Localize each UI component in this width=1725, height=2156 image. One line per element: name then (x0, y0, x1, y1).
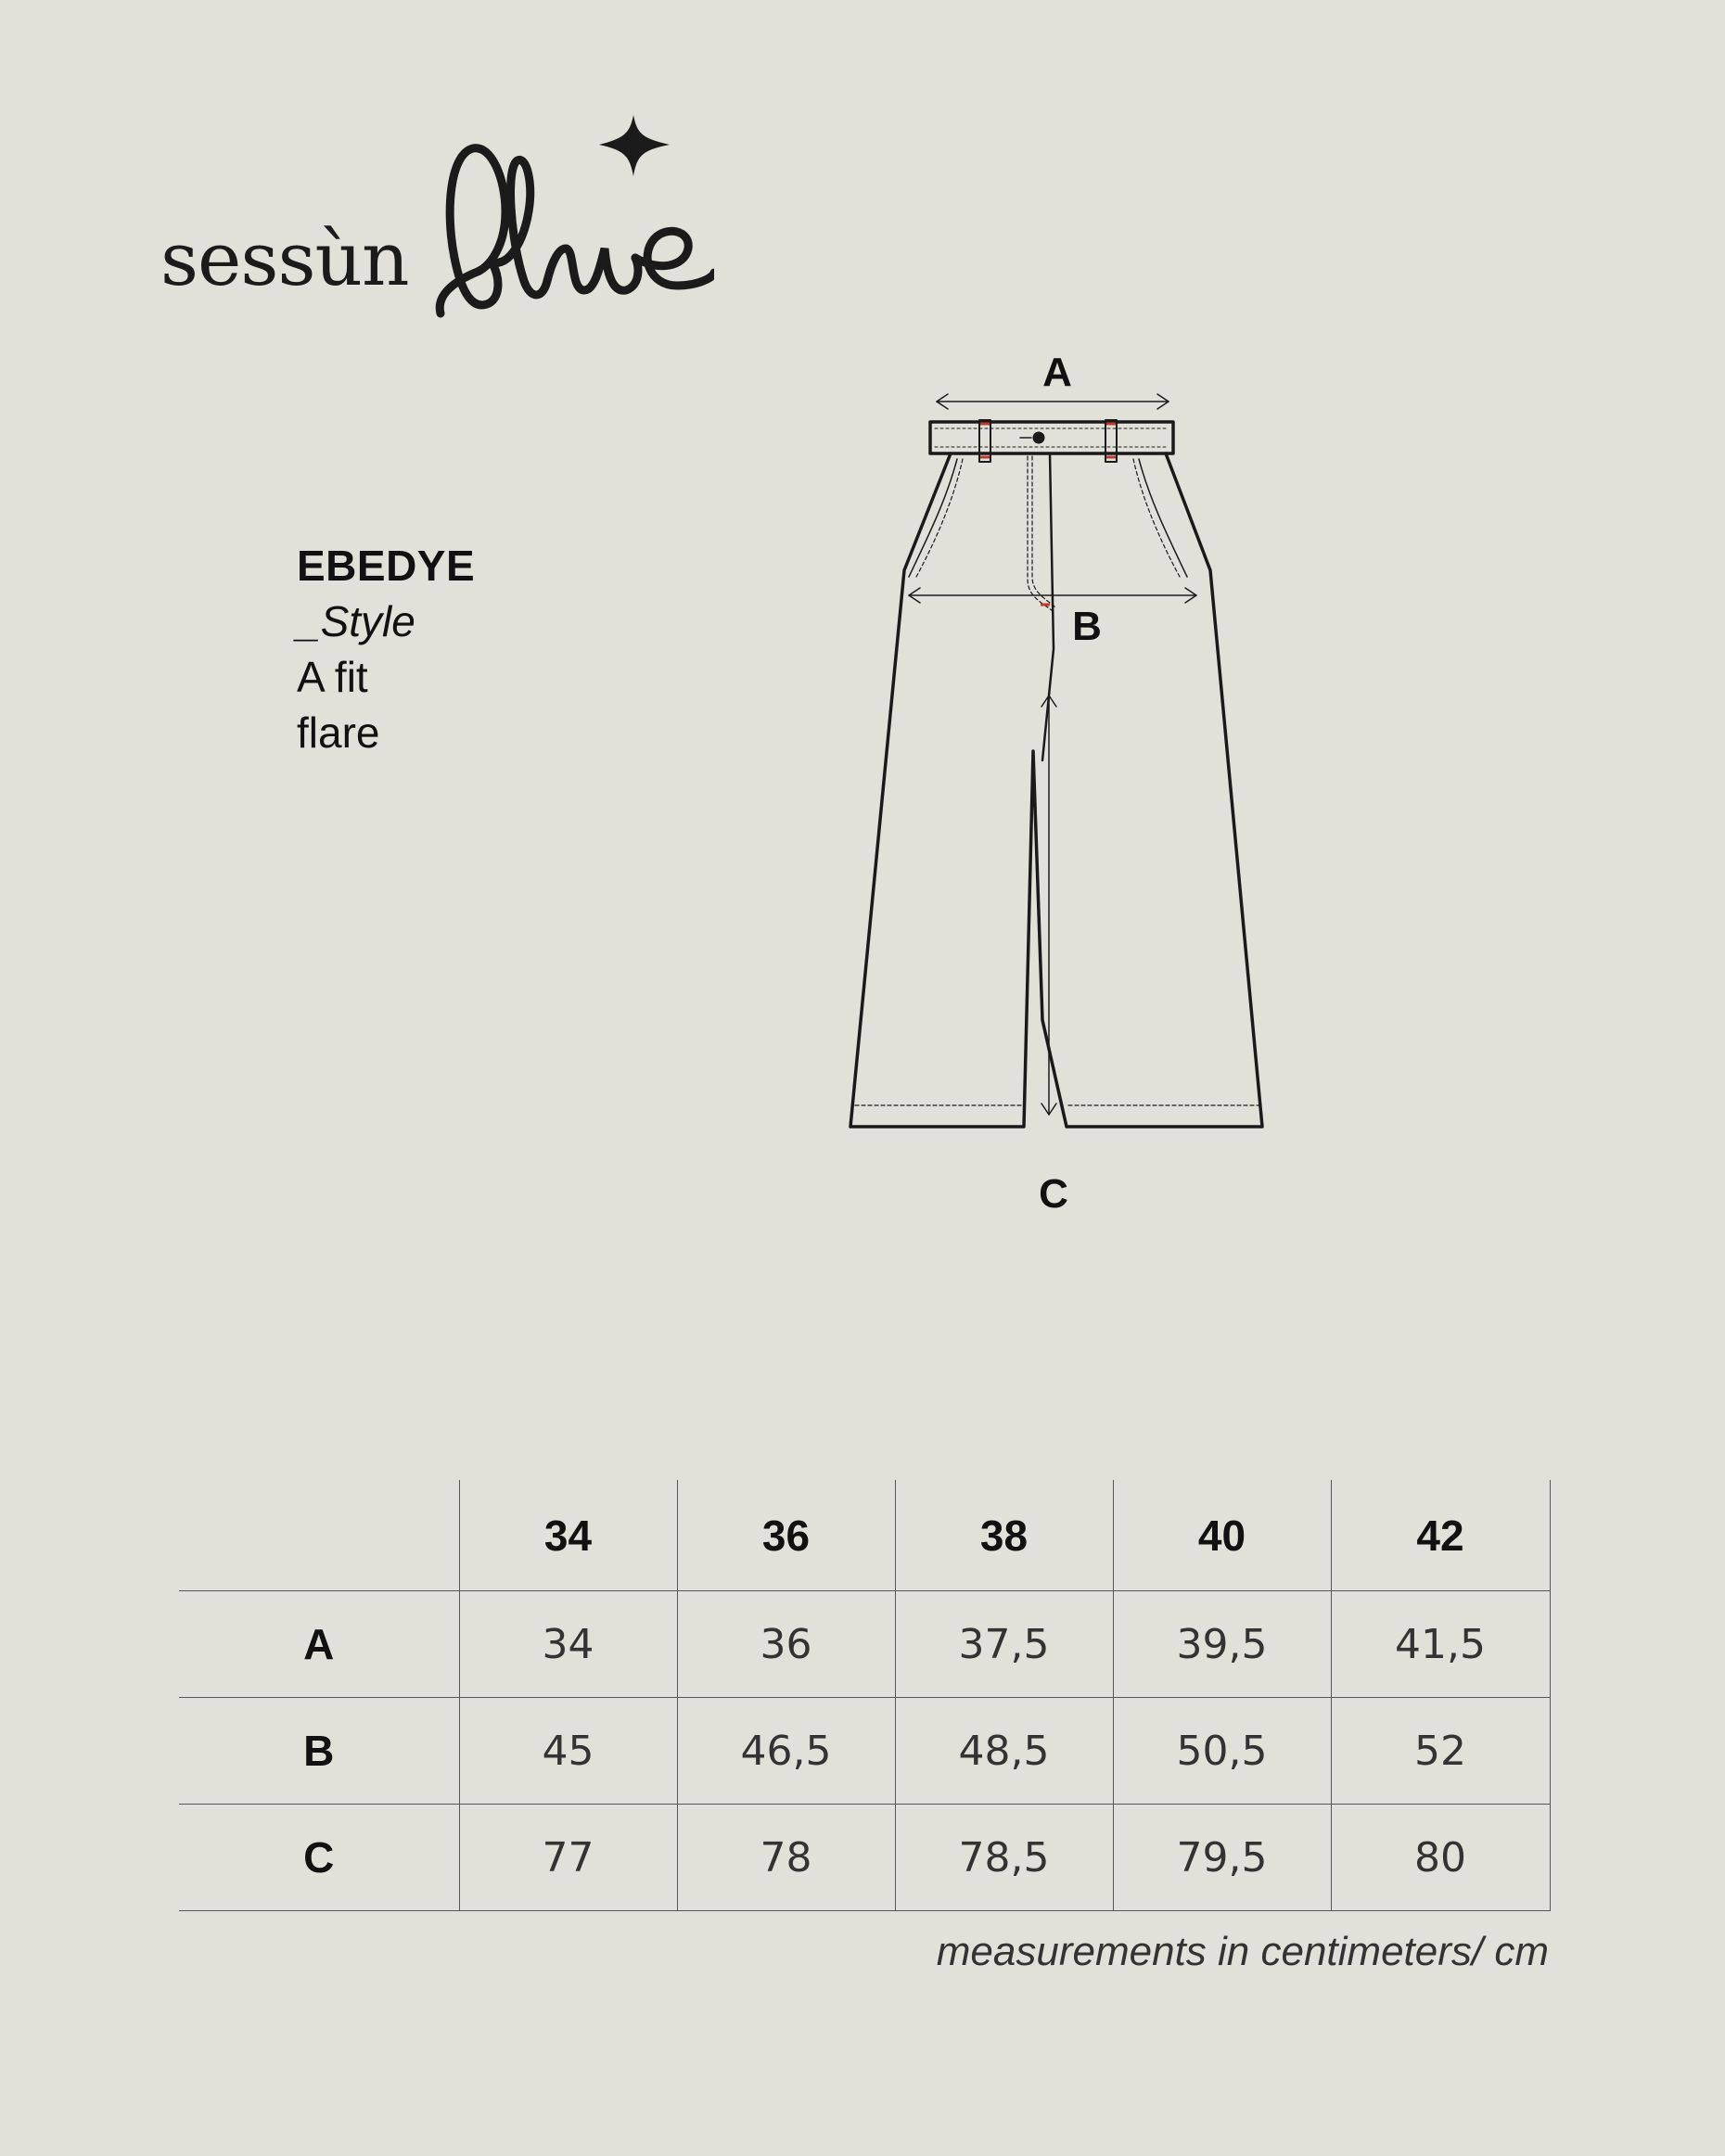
table-cell: 39,5 (1113, 1591, 1331, 1698)
cut-label: flare (297, 708, 380, 757)
size-header-34: 34 (459, 1480, 677, 1591)
brand-logo (158, 109, 714, 332)
table-cell: 36 (677, 1591, 895, 1698)
measurement-note: measurements in centimeters/ cm (936, 1929, 1549, 1974)
measure-a-arrow (937, 394, 1169, 409)
style-label: _Style (297, 597, 415, 645)
table-cell: 80 (1331, 1805, 1550, 1911)
table-cell: 52 (1331, 1698, 1550, 1805)
table-cell: 78 (677, 1805, 895, 1911)
table-cell: 41,5 (1331, 1591, 1550, 1698)
belt-loop-left (979, 420, 990, 462)
size-header-40: 40 (1113, 1480, 1331, 1591)
waist-button (1033, 432, 1044, 443)
trouser-outline (850, 453, 1262, 1127)
size-header-42: 42 (1331, 1480, 1550, 1591)
row-label: A (179, 1591, 459, 1698)
diagram-label-b: B (1072, 604, 1102, 649)
trouser-diagram (798, 334, 1298, 1243)
row-label: B (179, 1698, 459, 1805)
product-info (297, 538, 475, 760)
table-cell: 77 (459, 1805, 677, 1911)
fit-label: A fit (297, 653, 368, 701)
table-cell: 34 (459, 1591, 677, 1698)
table-cell: 45 (459, 1698, 677, 1805)
table-cell: 37,5 (895, 1591, 1113, 1698)
row-label: C (179, 1805, 459, 1911)
table-cell: 50,5 (1113, 1698, 1331, 1805)
table-cell: 79,5 (1113, 1805, 1331, 1911)
product-name: EBEDYE (297, 542, 476, 590)
size-header-38: 38 (895, 1480, 1113, 1591)
waistband (930, 422, 1173, 453)
size-table (179, 1480, 1551, 1911)
belt-loop-right (1105, 420, 1117, 462)
table-cell: 78,5 (895, 1805, 1113, 1911)
table-cell: 48,5 (895, 1698, 1113, 1805)
table-cell: 46,5 (677, 1698, 895, 1805)
diagram-label-a: A (1042, 350, 1072, 395)
brand-script-blue (158, 109, 714, 332)
diagram-label-c: C (1039, 1171, 1068, 1217)
corner-cell (179, 1480, 459, 1591)
table-row-c (179, 1805, 1550, 1911)
table-row-b (179, 1698, 1550, 1805)
brand-wordmark: sessùn (160, 216, 409, 302)
table-row-a (179, 1591, 1550, 1698)
size-header-36: 36 (677, 1480, 895, 1591)
size-header-row (179, 1480, 1550, 1591)
